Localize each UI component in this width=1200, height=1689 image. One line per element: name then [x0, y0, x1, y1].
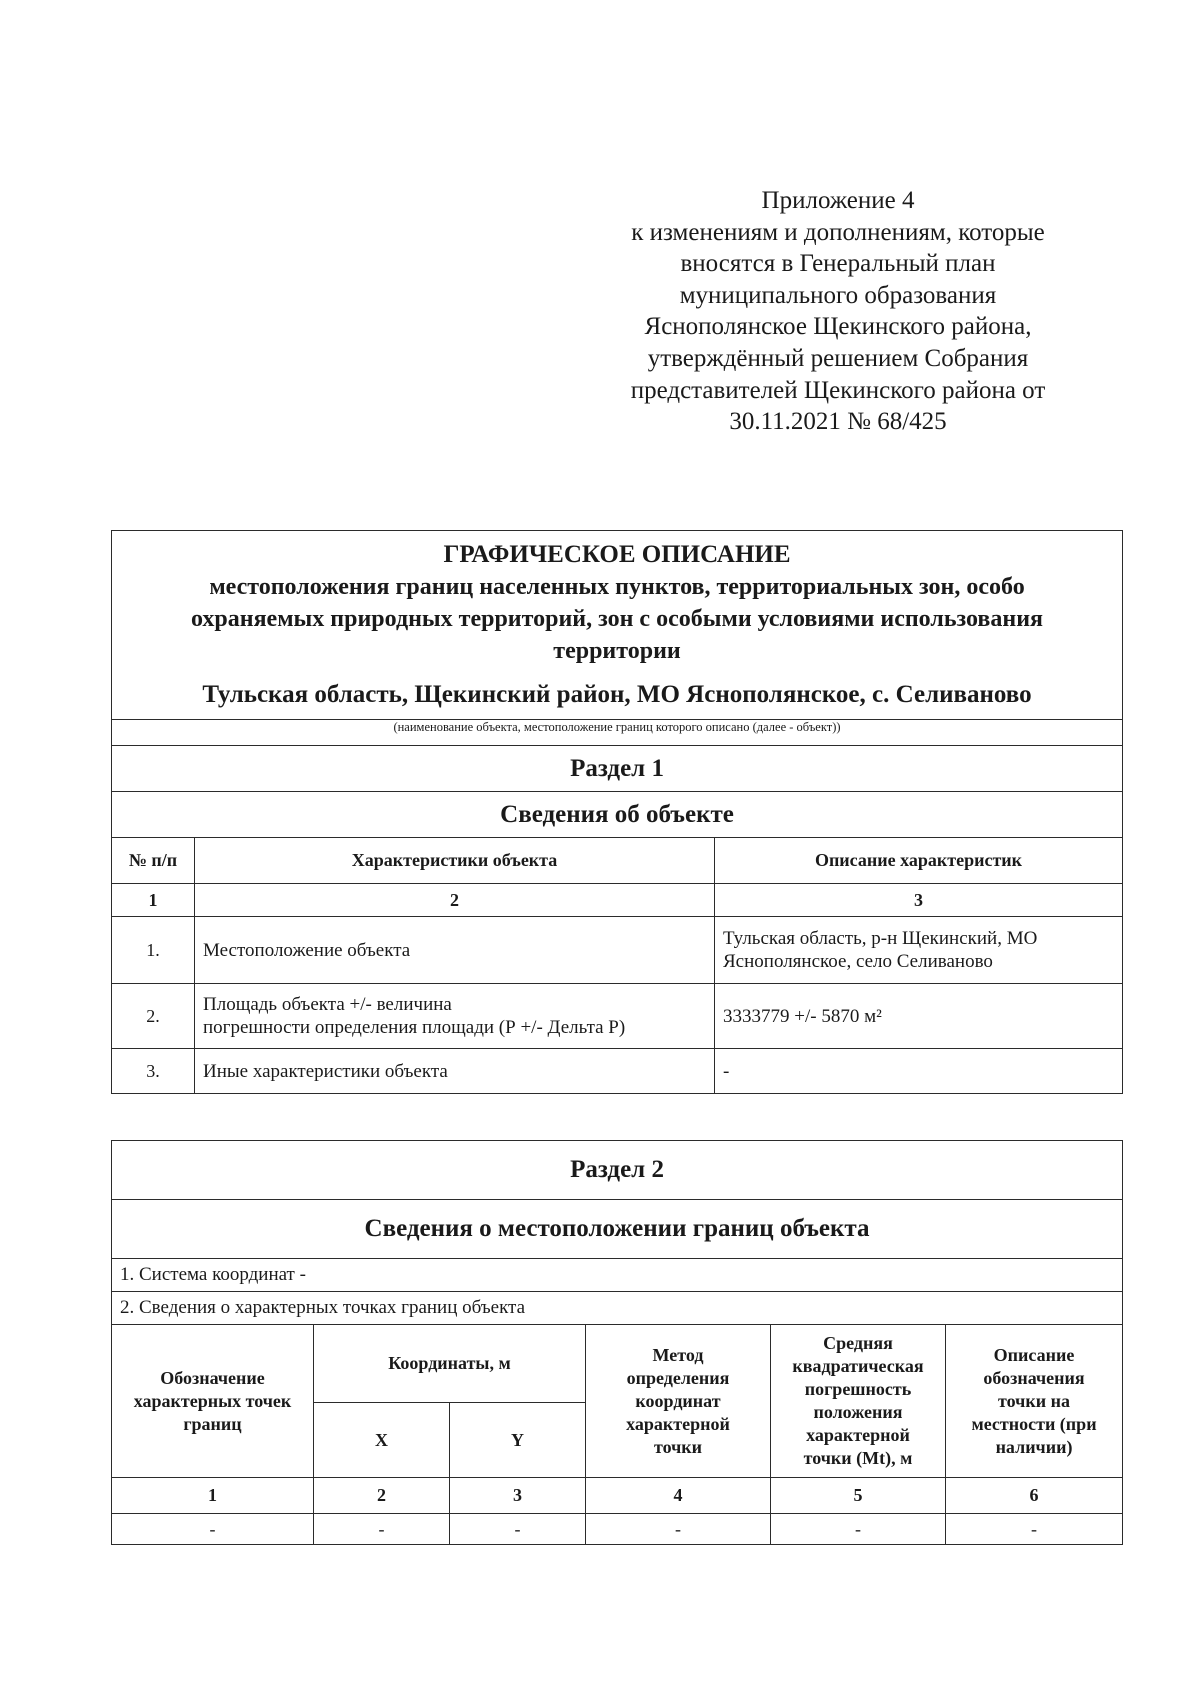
- text-line: характерных точек: [133, 1390, 292, 1411]
- section2-heading: Раздел 2: [112, 1141, 1123, 1200]
- text-line: местности (при: [971, 1413, 1097, 1434]
- table-row: [112, 1049, 1123, 1094]
- text-line: 3333779 +/- 5870 м²: [723, 1005, 882, 1027]
- points-title: 2. Сведения о характерных точках границ объекта: [112, 1292, 1123, 1325]
- annex-line: муниципального образования: [679, 281, 997, 309]
- data-cell: -: [586, 1514, 771, 1545]
- column-index: 1: [112, 884, 195, 917]
- column-header-description: Описание характеристик: [715, 838, 1123, 884]
- row-description: [715, 1049, 1123, 1094]
- column-header-method: [586, 1325, 771, 1478]
- annex-line: утверждённый решением Собрания: [647, 344, 1029, 372]
- column-index: 3: [450, 1478, 586, 1514]
- document-title: ГРАФИЧЕСКОЕ ОПИСАНИЕ: [443, 541, 791, 568]
- column-index: 5: [771, 1478, 946, 1514]
- table-row: [112, 984, 1123, 1049]
- column-index: 1: [112, 1478, 314, 1514]
- section1-heading: Раздел 1: [112, 746, 1123, 792]
- row-characteristic: [195, 917, 715, 984]
- document-title-block: [112, 531, 1123, 720]
- annex-line: вносятся в Генеральный план: [680, 250, 996, 278]
- data-cell: -: [771, 1514, 946, 1545]
- data-cell: -: [112, 1514, 314, 1545]
- column-index: 2: [314, 1478, 450, 1514]
- text-line: точки на: [998, 1390, 1070, 1411]
- text-line: Площадь объекта +/- величина: [203, 994, 452, 1015]
- data-cell: -: [314, 1514, 450, 1545]
- column-header-number: № п/п: [112, 838, 195, 884]
- annex-line: 30.11.2021 № 68/425: [729, 408, 947, 436]
- document-subtitle-line: охраняемых природных территорий, зон с особыми условиями использования: [190, 606, 1044, 632]
- column-header-coordinates: Координаты, м: [314, 1325, 586, 1403]
- table-row: [112, 1514, 1123, 1545]
- text-line: Описание: [993, 1344, 1075, 1365]
- row-number: 2.: [112, 984, 195, 1049]
- text-line: погрешности определения площади (Р +/- Дельта Р): [203, 1017, 626, 1038]
- row-description: [715, 984, 1123, 1049]
- text-line: точки: [653, 1436, 703, 1457]
- annex-line: к изменениям и дополнениям, которые: [631, 218, 1045, 246]
- section1-subheading: Сведения об объекте: [112, 792, 1123, 838]
- text-line: Средняя: [823, 1333, 893, 1353]
- text-line: погрешность: [804, 1379, 912, 1399]
- text-line: наличии): [995, 1436, 1073, 1457]
- text-line: положения: [813, 1402, 903, 1422]
- column-header-mean-error: [771, 1325, 946, 1478]
- annex-line: представителей Щекинского района от: [630, 376, 1046, 404]
- document-subtitle-line: местоположения границ населенных пунктов, территориальных зон, особо: [209, 574, 1025, 600]
- text-line: Обозначение: [160, 1367, 265, 1388]
- document-subtitle-line: территории: [553, 638, 681, 664]
- text-line: характерной: [806, 1425, 910, 1445]
- row-number: 1.: [112, 917, 195, 984]
- text-line: координат: [635, 1390, 721, 1411]
- column-header-x: X: [314, 1403, 450, 1478]
- column-header-point-description: [946, 1325, 1123, 1478]
- annex-header: [600, 185, 1076, 438]
- section2-subheading: Сведения о местоположении границ объекта: [112, 1200, 1123, 1259]
- text-line: границ: [183, 1413, 242, 1434]
- text-line: точки (Mt), м: [803, 1448, 913, 1468]
- section1-table: [111, 530, 1123, 1094]
- column-header-y: Y: [450, 1403, 586, 1478]
- annex-line: Приложение 4: [761, 187, 915, 214]
- text-line: характерной: [626, 1413, 730, 1434]
- column-index: 6: [946, 1478, 1123, 1514]
- annex-line: Яснополянское Щекинского района,: [644, 313, 1032, 341]
- object-name-note: (наименование объекта, местоположение границ которого описано (далее - объект)): [112, 720, 1123, 746]
- row-characteristic: [195, 984, 715, 1049]
- text-line: квадратическая: [792, 1356, 924, 1376]
- coordinate-system: 1. Система координат -: [112, 1259, 1123, 1292]
- text-line: обозначения: [983, 1367, 1085, 1388]
- data-cell: -: [946, 1514, 1123, 1545]
- text-line: Тульская область, р-н Щекинский, МО: [723, 928, 1038, 949]
- text-line: -: [723, 1060, 730, 1082]
- column-index: 3: [715, 884, 1123, 917]
- column-index: 4: [586, 1478, 771, 1514]
- text-line: Иные характеристики объекта: [203, 1060, 448, 1082]
- row-characteristic: [195, 1049, 715, 1094]
- text-line: Яснополянское, село Селиваново: [723, 951, 993, 972]
- text-line: Местоположение объекта: [203, 939, 411, 961]
- column-index: 2: [195, 884, 715, 917]
- row-description: [715, 917, 1123, 984]
- data-cell: -: [450, 1514, 586, 1545]
- column-header-designation: [112, 1325, 314, 1478]
- text-line: определения: [626, 1367, 730, 1388]
- section2-table: [111, 1140, 1123, 1545]
- text-line: Метод: [652, 1344, 704, 1365]
- table-row: [112, 917, 1123, 984]
- row-number: 3.: [112, 1049, 195, 1094]
- column-header-characteristics: Характеристики объекта: [195, 838, 715, 884]
- object-location: Тульская область, Щекинский район, МО Яснополянское, с. Селиваново: [202, 681, 1032, 708]
